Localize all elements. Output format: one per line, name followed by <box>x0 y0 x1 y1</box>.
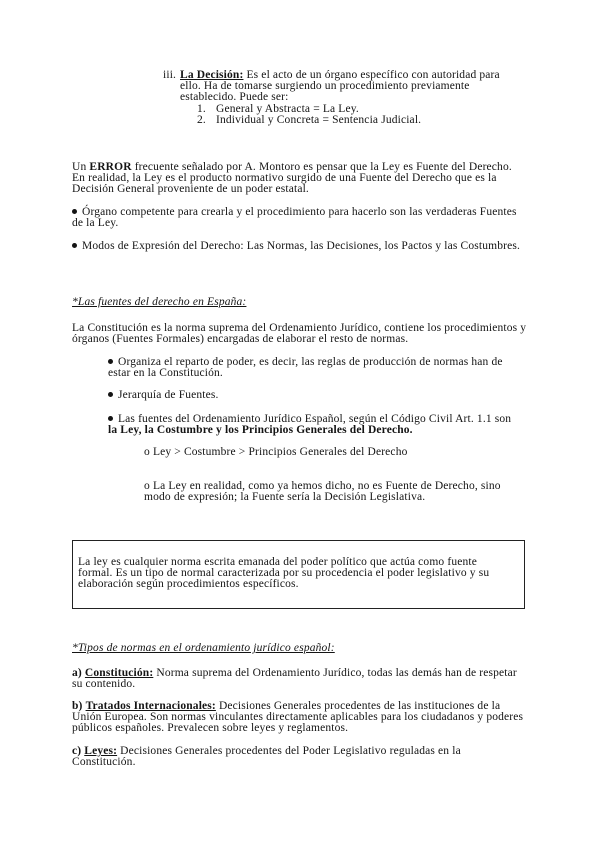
point-item <box>72 241 527 252</box>
fuentes-bullet-text: Las fuentes del Ordenamiento Jurídico Español, según el Código Civil Art. 1.1 son <box>118 413 512 425</box>
subitem-text: La Ley en realidad, como ya hemos dicho, no es Fuente de Derecho, sino modo de expresión; la Fuente sería la Decisión Legislativa. <box>144 480 501 504</box>
bullet-icon <box>72 243 77 248</box>
bullet-icon <box>72 209 77 214</box>
fuentes-subitem <box>144 481 514 503</box>
tipo-letter: b) <box>72 700 83 712</box>
decision-label: La Decisión: <box>180 69 244 81</box>
tipo-text: Decisiones Generales procedentes de las instituciones de la Unión Europea. Son normas vinculantes directamente aplicables para los ciudadanos y poderes públicos españoles. Prevalecen sobre leyes y reglamentos. <box>72 700 524 735</box>
tipo-letter: c) <box>72 745 82 757</box>
tipo-item <box>72 668 527 690</box>
decision-item-number: 1. <box>197 103 206 115</box>
tipo-label: Constitución: <box>84 667 154 679</box>
subitem-text: Ley > Costumbre > Principios Generales del Derecho <box>152 446 408 458</box>
point-text: Órgano competente para crearla y el procedimiento para hacerlo son las verdaderas Fuentes de la Ley. <box>72 206 517 230</box>
section-heading-fuentes: *Las fuentes del derecho en España: <box>72 296 247 308</box>
decision-text: Es el acto de un órgano específico con autoridad para ello. Ha de tomarse surgiendo un procedimiento previamente establecido. Puede ser: <box>180 69 500 104</box>
error-paragraph <box>72 162 527 196</box>
tipo-label: Tratados Internacionales: <box>85 700 216 712</box>
bullet-icon <box>108 359 113 364</box>
fuentes-bullet <box>108 357 520 379</box>
bullet-icon <box>108 416 113 421</box>
subitem-marker: o <box>144 480 150 492</box>
tipo-letter: a) <box>72 667 82 679</box>
error-keyword: ERROR <box>89 161 132 173</box>
fuentes-bullet-text: Organiza el reparto de poder, es decir, las reglas de producción de normas han de estar en la Constitución. <box>108 356 503 380</box>
fuentes-intro: La Constitución es la norma suprema del Ordenamiento Jurídico, contiene los procedimientos y órganos (Fuentes Formales) encargadas de elaborar el resto de normas. <box>72 322 527 346</box>
point-text: Modos de Expresión del Derecho: Las Normas, las Decisiones, los Pactos y las Costumbres. <box>82 240 520 252</box>
definition-text: La ley es cualquier norma escrita emanada del poder político que actúa como fuente formal. Es un tipo de normal caracterizada por su procedencia el poder legislativo y su elaboración según procedimientos específicos. <box>78 556 490 591</box>
decision-paragraph <box>180 70 515 104</box>
point-item <box>72 207 527 229</box>
error-pre: Un <box>72 161 87 173</box>
section-heading-tipos: *Tipos de normas en el ordenamiento jurídico español: <box>72 642 335 654</box>
tipo-label: Leyes: <box>84 745 118 757</box>
bullet-icon <box>108 392 113 397</box>
decision-item-number: 2. <box>197 114 206 126</box>
fuentes-subitem <box>144 447 514 458</box>
fuentes-bullet-text: Jerarquía de Fuentes. <box>118 389 219 401</box>
tipo-text: Norma suprema del Ordenamiento Jurídico, todas las demás han de respetar su contenido. <box>72 667 517 691</box>
tipo-text: Decisiones Generales procedentes del Poder Legislativo reguladas en la Constitución. <box>72 745 461 769</box>
tipo-item <box>72 746 527 768</box>
fuentes-bullet <box>108 414 528 436</box>
fuentes-bullet <box>108 390 520 401</box>
subitem-marker: o <box>144 446 150 458</box>
decision-marker: iii. <box>163 69 177 81</box>
fuentes-bullet-bold: la Ley, la Costumbre y los Principios Generales del Derecho. <box>108 424 413 437</box>
tipo-item <box>72 701 527 735</box>
definition-box <box>72 540 525 609</box>
decision-item-text: General y Abstracta = La Ley. <box>216 103 359 115</box>
decision-item-text: Individual y Concreta = Sentencia Judicial. <box>216 114 422 126</box>
error-text: frecuente señalado por A. Montoro es pensar que la Ley es Fuente del Derecho. En realidad, la Ley es el producto normativo surgido de una Fuente del Derecho que es la Decisión General proveniente de un poder estatal. <box>72 161 512 196</box>
